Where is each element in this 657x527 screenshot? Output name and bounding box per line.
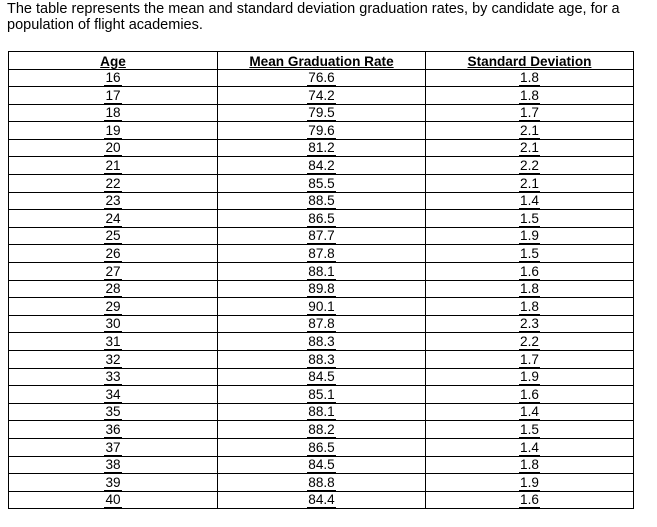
age-cell bbox=[9, 491, 218, 509]
std-dev-cell bbox=[426, 438, 634, 456]
table-row bbox=[9, 333, 634, 351]
mean-rate-cell bbox=[218, 175, 426, 193]
mean-rate-cell bbox=[218, 474, 426, 492]
table-row bbox=[9, 210, 634, 228]
std-dev-cell bbox=[426, 192, 634, 210]
age-cell bbox=[9, 474, 218, 492]
mean-rate-cell bbox=[218, 456, 426, 474]
age-cell bbox=[9, 298, 218, 316]
age-cell bbox=[9, 104, 218, 122]
std-dev-cell-value: 2.1 bbox=[520, 122, 539, 138]
age-cell-value: 20 bbox=[105, 140, 121, 156]
table-row bbox=[9, 87, 634, 105]
mean-rate-cell-value: 85.1 bbox=[308, 386, 335, 402]
header-age: Age bbox=[9, 52, 218, 70]
mean-rate-cell-value: 84.4 bbox=[308, 492, 335, 508]
table-row bbox=[9, 456, 634, 474]
mean-rate-cell bbox=[218, 351, 426, 369]
mean-rate-cell bbox=[218, 403, 426, 421]
std-dev-cell-value: 1.4 bbox=[520, 439, 539, 455]
age-cell-value: 38 bbox=[105, 457, 121, 473]
mean-rate-cell bbox=[218, 333, 426, 351]
std-dev-cell bbox=[426, 368, 634, 386]
std-dev-cell-value: 2.2 bbox=[520, 334, 539, 349]
mean-rate-cell-value: 79.6 bbox=[308, 122, 335, 138]
mean-rate-cell-value: 87.8 bbox=[308, 246, 335, 262]
table-row bbox=[9, 175, 634, 193]
graduation-rates-table bbox=[8, 51, 634, 509]
age-cell bbox=[9, 69, 218, 87]
table-row bbox=[9, 69, 634, 87]
std-dev-cell bbox=[426, 87, 634, 105]
age-cell-value: 33 bbox=[105, 369, 121, 385]
std-dev-cell-value: 1.9 bbox=[520, 369, 539, 385]
age-cell-value: 24 bbox=[105, 210, 121, 226]
std-dev-cell-value: 1.8 bbox=[520, 298, 539, 314]
table-row bbox=[9, 157, 634, 175]
table-row bbox=[9, 351, 634, 369]
age-cell bbox=[9, 210, 218, 228]
std-dev-cell-value: 1.6 bbox=[520, 386, 539, 402]
age-cell bbox=[9, 192, 218, 210]
std-dev-cell bbox=[426, 403, 634, 421]
mean-rate-cell-value: 84.5 bbox=[308, 369, 335, 385]
age-cell bbox=[9, 139, 218, 157]
age-cell-value: 29 bbox=[105, 298, 121, 314]
mean-rate-cell bbox=[218, 245, 426, 263]
std-dev-cell-value: 1.7 bbox=[520, 105, 539, 121]
table-row bbox=[9, 386, 634, 404]
std-dev-cell-value: 1.9 bbox=[520, 228, 539, 244]
age-cell-value: 18 bbox=[105, 105, 121, 121]
mean-rate-cell bbox=[218, 227, 426, 245]
std-dev-cell bbox=[426, 227, 634, 245]
mean-rate-cell-value: 86.5 bbox=[308, 210, 335, 226]
age-cell-value: 23 bbox=[105, 193, 121, 209]
std-dev-cell-value: 1.4 bbox=[520, 193, 539, 209]
std-dev-cell-value: 1.4 bbox=[520, 404, 539, 420]
std-dev-cell-value: 1.5 bbox=[520, 210, 539, 226]
table-row bbox=[9, 315, 634, 333]
std-dev-cell bbox=[426, 333, 634, 351]
age-cell bbox=[9, 245, 218, 263]
mean-rate-cell bbox=[218, 104, 426, 122]
header-mean-graduation-rate: Mean Graduation Rate bbox=[218, 52, 426, 70]
std-dev-cell-value: 2.3 bbox=[520, 316, 539, 332]
std-dev-cell bbox=[426, 175, 634, 193]
std-dev-cell bbox=[426, 104, 634, 122]
mean-rate-cell-value: 88.1 bbox=[308, 263, 335, 279]
mean-rate-cell-value: 88.8 bbox=[308, 474, 335, 490]
age-cell bbox=[9, 351, 218, 369]
table-row bbox=[9, 192, 634, 210]
mean-rate-cell-value: 88.1 bbox=[308, 404, 335, 420]
age-cell bbox=[9, 280, 218, 298]
age-cell-value: 21 bbox=[105, 158, 121, 174]
age-cell bbox=[9, 421, 218, 439]
std-dev-cell-value: 1.5 bbox=[520, 421, 539, 437]
mean-rate-cell-value: 81.2 bbox=[308, 140, 335, 156]
age-cell-value: 19 bbox=[105, 122, 121, 138]
std-dev-cell bbox=[426, 139, 634, 157]
table-row bbox=[9, 263, 634, 281]
age-cell-value: 17 bbox=[105, 87, 121, 103]
std-dev-cell-value: 1.8 bbox=[520, 87, 539, 103]
age-cell-value: 27 bbox=[105, 263, 121, 279]
age-cell bbox=[9, 227, 218, 245]
table-row bbox=[9, 298, 634, 316]
age-cell-value: 37 bbox=[105, 439, 121, 455]
age-cell bbox=[9, 333, 218, 351]
table-row bbox=[9, 368, 634, 386]
age-cell bbox=[9, 122, 218, 140]
table-row bbox=[9, 421, 634, 439]
mean-rate-cell-value: 90.1 bbox=[308, 298, 335, 314]
mean-rate-cell bbox=[218, 421, 426, 439]
age-cell bbox=[9, 315, 218, 333]
std-dev-cell-value: 1.7 bbox=[520, 351, 539, 367]
mean-rate-cell-value: 76.6 bbox=[308, 70, 335, 86]
mean-rate-cell-value: 87.8 bbox=[308, 316, 335, 332]
age-cell-value: 26 bbox=[105, 246, 121, 262]
age-cell-value: 31 bbox=[105, 334, 121, 349]
age-cell bbox=[9, 157, 218, 175]
std-dev-cell bbox=[426, 122, 634, 140]
mean-rate-cell-value: 87.7 bbox=[308, 228, 335, 244]
std-dev-cell bbox=[426, 280, 634, 298]
age-cell-value: 39 bbox=[105, 474, 121, 490]
age-cell-value: 32 bbox=[105, 351, 121, 367]
mean-rate-cell-value: 88.3 bbox=[308, 334, 335, 349]
age-cell-value: 35 bbox=[105, 404, 121, 420]
mean-rate-cell bbox=[218, 192, 426, 210]
table-row bbox=[9, 491, 634, 509]
age-cell bbox=[9, 386, 218, 404]
std-dev-cell-value: 2.2 bbox=[520, 158, 539, 174]
table-row bbox=[9, 104, 634, 122]
mean-rate-cell bbox=[218, 438, 426, 456]
std-dev-cell bbox=[426, 263, 634, 281]
table-row bbox=[9, 227, 634, 245]
std-dev-cell bbox=[426, 386, 634, 404]
age-cell-value: 30 bbox=[105, 316, 121, 332]
age-cell-value: 16 bbox=[105, 70, 121, 86]
age-cell bbox=[9, 263, 218, 281]
table-row bbox=[9, 122, 634, 140]
mean-rate-cell-value: 88.3 bbox=[308, 351, 335, 367]
std-dev-cell bbox=[426, 210, 634, 228]
std-dev-cell bbox=[426, 157, 634, 175]
std-dev-cell bbox=[426, 245, 634, 263]
age-cell-value: 40 bbox=[105, 492, 121, 508]
mean-rate-cell-value: 86.5 bbox=[308, 439, 335, 455]
std-dev-cell bbox=[426, 491, 634, 509]
std-dev-cell bbox=[426, 456, 634, 474]
mean-rate-cell-value: 89.8 bbox=[308, 281, 335, 297]
table-body bbox=[9, 69, 634, 509]
header-standard-deviation: Standard Deviation bbox=[426, 52, 634, 70]
mean-rate-cell bbox=[218, 368, 426, 386]
mean-rate-cell-value: 88.2 bbox=[308, 421, 335, 437]
age-cell bbox=[9, 87, 218, 105]
std-dev-cell-value: 1.5 bbox=[520, 246, 539, 262]
std-dev-cell bbox=[426, 69, 634, 87]
age-cell-value: 25 bbox=[105, 228, 121, 244]
mean-rate-cell-value: 84.5 bbox=[308, 457, 335, 473]
std-dev-cell bbox=[426, 421, 634, 439]
intro-paragraph: The table represents the mean and standard deviation graduation rates, by candidate age, for a population of flight academies. bbox=[7, 1, 620, 33]
mean-rate-cell bbox=[218, 210, 426, 228]
table-row bbox=[9, 280, 634, 298]
age-cell-value: 28 bbox=[105, 281, 121, 297]
std-dev-cell-value: 1.8 bbox=[520, 70, 539, 86]
table-row bbox=[9, 139, 634, 157]
std-dev-cell-value: 1.6 bbox=[520, 263, 539, 279]
std-dev-cell-value: 1.8 bbox=[520, 281, 539, 297]
std-dev-cell-value: 1.8 bbox=[520, 457, 539, 473]
table-row bbox=[9, 438, 634, 456]
age-cell bbox=[9, 403, 218, 421]
age-cell-value: 34 bbox=[105, 386, 121, 402]
mean-rate-cell bbox=[218, 157, 426, 175]
std-dev-cell-value: 2.1 bbox=[520, 175, 539, 191]
mean-rate-cell bbox=[218, 139, 426, 157]
std-dev-cell bbox=[426, 474, 634, 492]
header-row bbox=[9, 52, 634, 70]
std-dev-cell-value: 2.1 bbox=[520, 140, 539, 156]
mean-rate-cell-value: 74.2 bbox=[308, 87, 335, 103]
age-cell-value: 36 bbox=[105, 421, 121, 437]
age-cell bbox=[9, 438, 218, 456]
std-dev-cell bbox=[426, 315, 634, 333]
table-row bbox=[9, 474, 634, 492]
std-dev-cell-value: 1.9 bbox=[520, 474, 539, 490]
mean-rate-cell-value: 84.2 bbox=[308, 158, 335, 174]
mean-rate-cell bbox=[218, 315, 426, 333]
mean-rate-cell bbox=[218, 69, 426, 87]
table-row bbox=[9, 403, 634, 421]
mean-rate-cell bbox=[218, 386, 426, 404]
mean-rate-cell bbox=[218, 263, 426, 281]
mean-rate-cell bbox=[218, 298, 426, 316]
mean-rate-cell-value: 79.5 bbox=[308, 105, 335, 121]
mean-rate-cell-value: 88.5 bbox=[308, 193, 335, 209]
age-cell bbox=[9, 368, 218, 386]
std-dev-cell-value: 1.6 bbox=[520, 492, 539, 508]
mean-rate-cell bbox=[218, 87, 426, 105]
std-dev-cell bbox=[426, 351, 634, 369]
table-row bbox=[9, 245, 634, 263]
std-dev-cell bbox=[426, 298, 634, 316]
mean-rate-cell bbox=[218, 491, 426, 509]
age-cell bbox=[9, 456, 218, 474]
mean-rate-cell-value: 85.5 bbox=[308, 175, 335, 191]
mean-rate-cell bbox=[218, 280, 426, 298]
age-cell-value: 22 bbox=[105, 175, 121, 191]
age-cell bbox=[9, 175, 218, 193]
mean-rate-cell bbox=[218, 122, 426, 140]
